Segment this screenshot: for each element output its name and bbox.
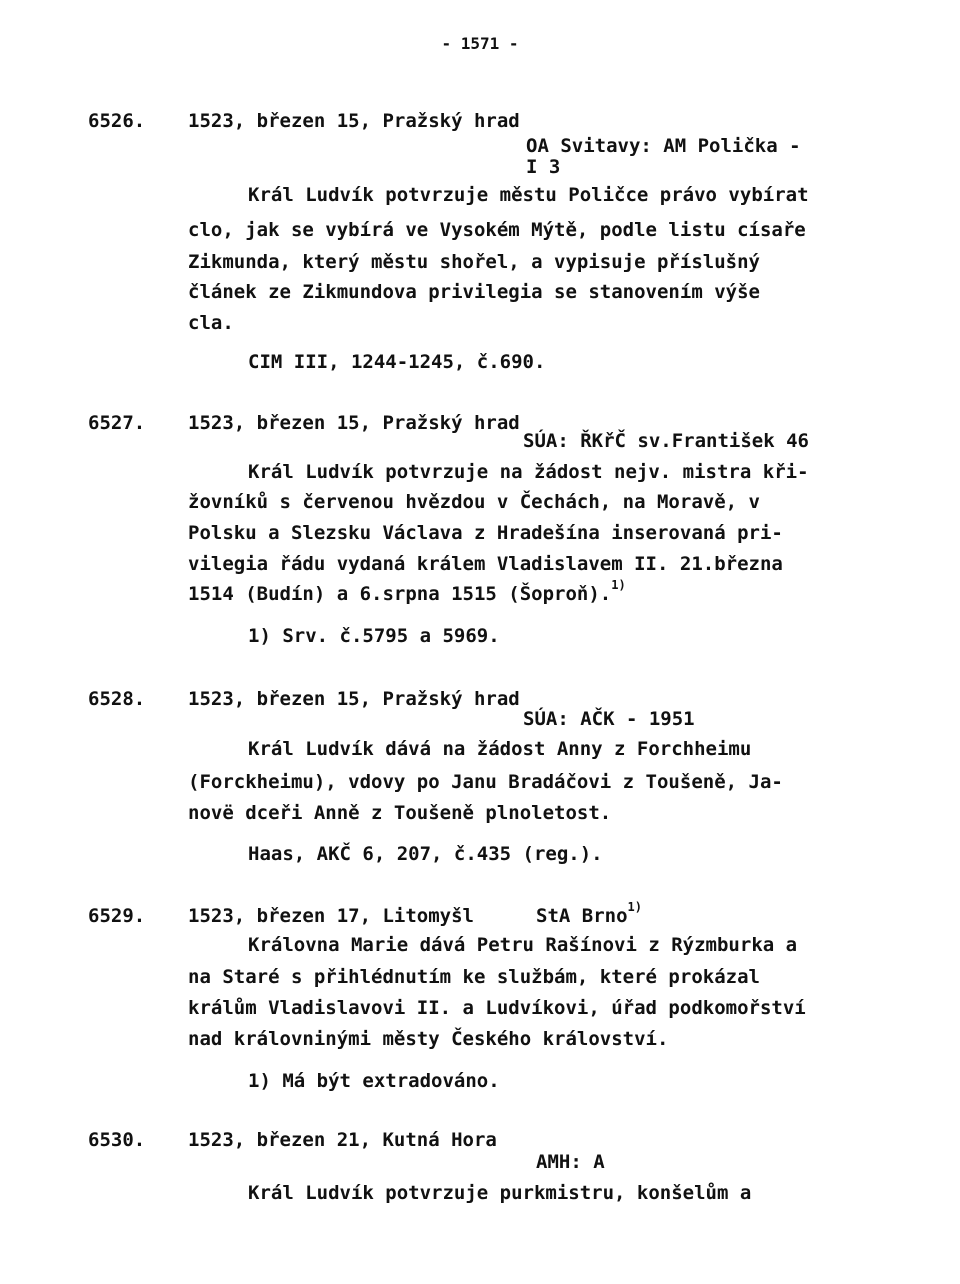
- entry-number: 6528.: [88, 688, 146, 710]
- entry-number: 6527.: [88, 412, 146, 434]
- entry-heading: 1523, březen 15, Pražský hrad: [188, 412, 520, 434]
- regest-line: [188, 578, 626, 605]
- regest-line: králům Vladislavovi II. a Ludvíkovi, úřad podkomořství: [188, 997, 806, 1019]
- entry-number: 6529.: [88, 905, 146, 927]
- footnote-mark: 1): [611, 578, 626, 592]
- entry-heading: 1523, březen 15, Pražský hrad: [188, 110, 520, 132]
- regest-line: Král Ludvík dává na žádost Anny z Forchheimu: [248, 738, 752, 760]
- literature-reference: Haas, AKČ 6, 207, č.435 (reg.).: [248, 843, 603, 865]
- regest-line: novë dceři Anně z Toušeně plnoletost.: [188, 802, 612, 824]
- regest-line: cla.: [188, 312, 234, 334]
- footnote-mark: 1): [627, 900, 642, 914]
- footnote: 1) Srv. č.5795 a 5969.: [248, 625, 500, 647]
- archive-text: StA Brno: [536, 905, 628, 927]
- archive-reference: AMH: A: [536, 1151, 605, 1173]
- archive-reference: OA Svitavy: AM Polička -: [526, 135, 801, 157]
- regest-line: Král Ludvík potvrzuje na žádost nejv. mistra kři-: [248, 461, 809, 483]
- entry-heading: 1523, březen 17, Litomyšl: [188, 905, 474, 927]
- archive-reference: SÚA: ŘKřČ sv.František 46: [523, 430, 809, 452]
- regest-line: Královna Marie dává Petru Rašínovi z Rýzmburka a: [248, 934, 798, 956]
- archive-reference: [536, 900, 642, 927]
- regest-line: žovníků s červenou hvězdou v Čechách, na Moravě, v: [188, 491, 760, 513]
- entry-number: 6526.: [88, 110, 146, 132]
- page-number: - 1571 -: [441, 34, 519, 53]
- entry-number: 6530.: [88, 1129, 146, 1151]
- regest-line: Král Ludvík potvrzuje městu Poličce právo vybírat: [248, 184, 809, 206]
- archive-reference-continued: I 3: [526, 156, 561, 178]
- entry-heading: 1523, březen 21, Kutná Hora: [188, 1129, 497, 1151]
- regest-line: Polsku a Slezsku Václava z Hradešína inserovaná pri-: [188, 522, 783, 544]
- regest-line: Zikmunda, který městu shořel, a vypisuje příslušný: [188, 251, 760, 273]
- entry-heading: 1523, březen 15, Pražský hrad: [188, 688, 520, 710]
- regest-line: clo, jak se vybírá ve Vysokém Mýtě, podle listu císaře: [188, 219, 806, 241]
- footnote: 1) Má být extradováno.: [248, 1070, 500, 1092]
- regest-line: nad královninými městy Českého království.: [188, 1028, 669, 1050]
- regest-line: vilegia řádu vydaná králem Vladislavem II. 21.března: [188, 553, 783, 575]
- regest-line: Král Ludvík potvrzuje purkmistru, konšelům a: [248, 1182, 752, 1204]
- regest-line: článek ze Zikmundova privilegia se stanovením výše: [188, 281, 760, 303]
- archive-reference: SÚA: AČK - 1951: [523, 708, 695, 730]
- literature-reference: CIM III, 1244-1245, č.690.: [248, 351, 546, 373]
- regest-line: na Staré s přihlédnutím ke službám, které prokázal: [188, 966, 760, 988]
- regest-text: 1514 (Budín) a 6.srpna 1515 (Šoproň).: [188, 583, 612, 605]
- regest-line: (Forckheimu), vdovy po Janu Bradáčovi z Toušeně, Ja-: [188, 771, 783, 793]
